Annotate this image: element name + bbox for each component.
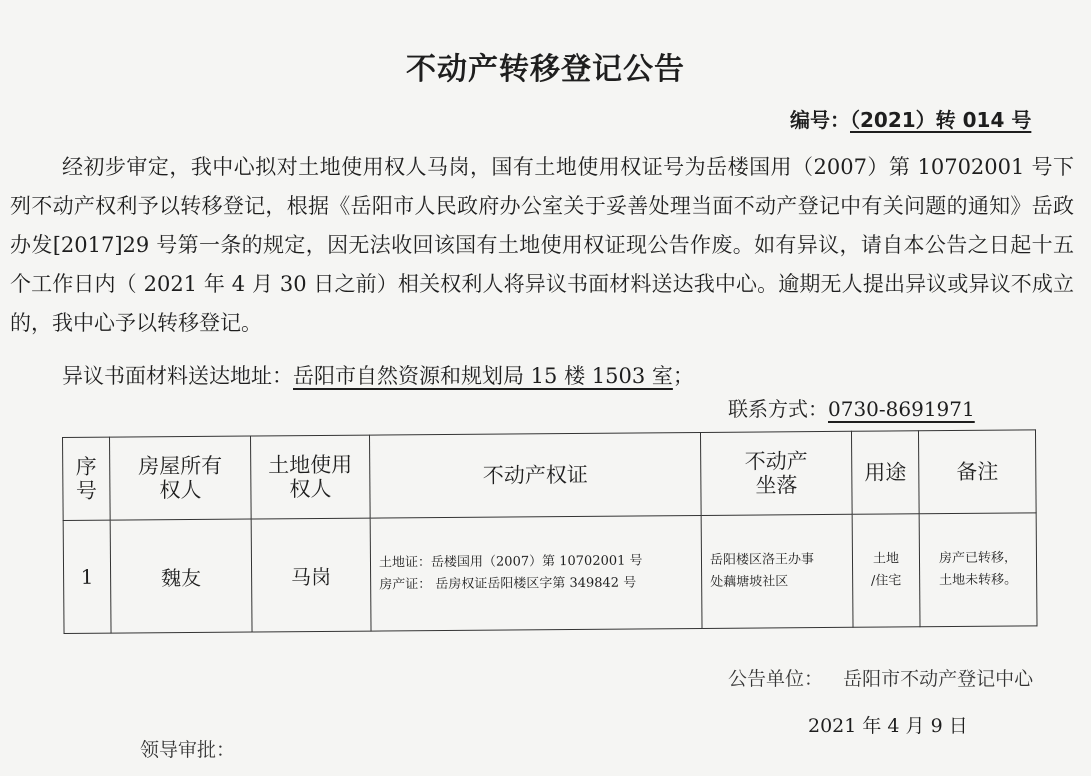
header-land-user: 土地使用 权人	[250, 435, 370, 519]
cell-house-owner: 魏友	[110, 519, 252, 633]
cell-seq: 1	[63, 520, 111, 633]
page-title: 不动产转移登记公告	[406, 52, 685, 87]
objection-address-value: 岳阳市自然资源和规划局 15 楼 1503 室	[293, 364, 673, 388]
cell-certificate	[370, 515, 702, 631]
contact-info	[728, 393, 975, 422]
table-row	[63, 513, 1037, 634]
land-certificate: 土地证：岳楼国用（2007）第 10702001 号	[378, 553, 643, 571]
house-certificate: 房产证： 岳房权证岳阳楼区字第 349842 号	[379, 575, 637, 593]
header-house-owner: 房屋所有 权人	[110, 436, 252, 520]
contact-phone: 0730-8691971	[828, 397, 975, 421]
cell-remarks: 房产已转移， 土地未转移。	[919, 513, 1037, 627]
announcement-date: 2021 年 4 月 9 日	[808, 715, 968, 737]
header-location: 不动产 坐落	[700, 431, 852, 515]
contact-label: 联系方式：	[728, 397, 828, 421]
registration-table	[62, 429, 1038, 634]
header-usage: 用途	[851, 431, 919, 515]
cell-land-user: 马岗	[251, 518, 371, 632]
document-number-value: （2021）转 014 号	[850, 108, 1032, 132]
document-number	[790, 104, 1031, 133]
cell-usage: 土地 /住宅	[852, 514, 920, 628]
issuing-unit	[728, 664, 1033, 691]
objection-address	[62, 360, 694, 390]
table-header-row	[63, 430, 1037, 521]
header-remarks: 备注	[918, 430, 1036, 514]
cell-location: 岳阳楼区洛王办事 处藕塘坡社区	[701, 514, 853, 628]
objection-address-label: 异议书面材料送达地址：	[62, 364, 293, 388]
header-seq: 序 号	[63, 437, 111, 520]
announcement-body: 经初步审定，我中心拟对土地使用权人马岗，国有土地使用权证号为岳楼国用（2007）第 10702001 号下列不动产权利予以转移登记，根据《岳阳市人民政府办公室关于妥善处理当面不动产登记中有关问题的通知》岳政办发[2017]29 号第一条的规定，因无法收回该国有土地使用权证现公告作废。如有异议，请自本公告之日起十五个工作日内（ 2021 年 4 月 30 日之前）相关权利人将异议书面材料送达我中心。逾期无人提出异议或异议不成立的，我中心予以转移登记。	[10, 155, 1074, 335]
document-number-label: 编号：	[790, 108, 850, 132]
leader-approval: 领导审批：	[140, 739, 236, 761]
header-certificate: 不动产权证	[369, 432, 701, 518]
objection-address-suffix: ；	[672, 364, 694, 388]
issuing-unit-value: 岳阳市不动产登记中心	[843, 668, 1034, 690]
issuing-unit-label: 公告单位：	[728, 668, 824, 690]
